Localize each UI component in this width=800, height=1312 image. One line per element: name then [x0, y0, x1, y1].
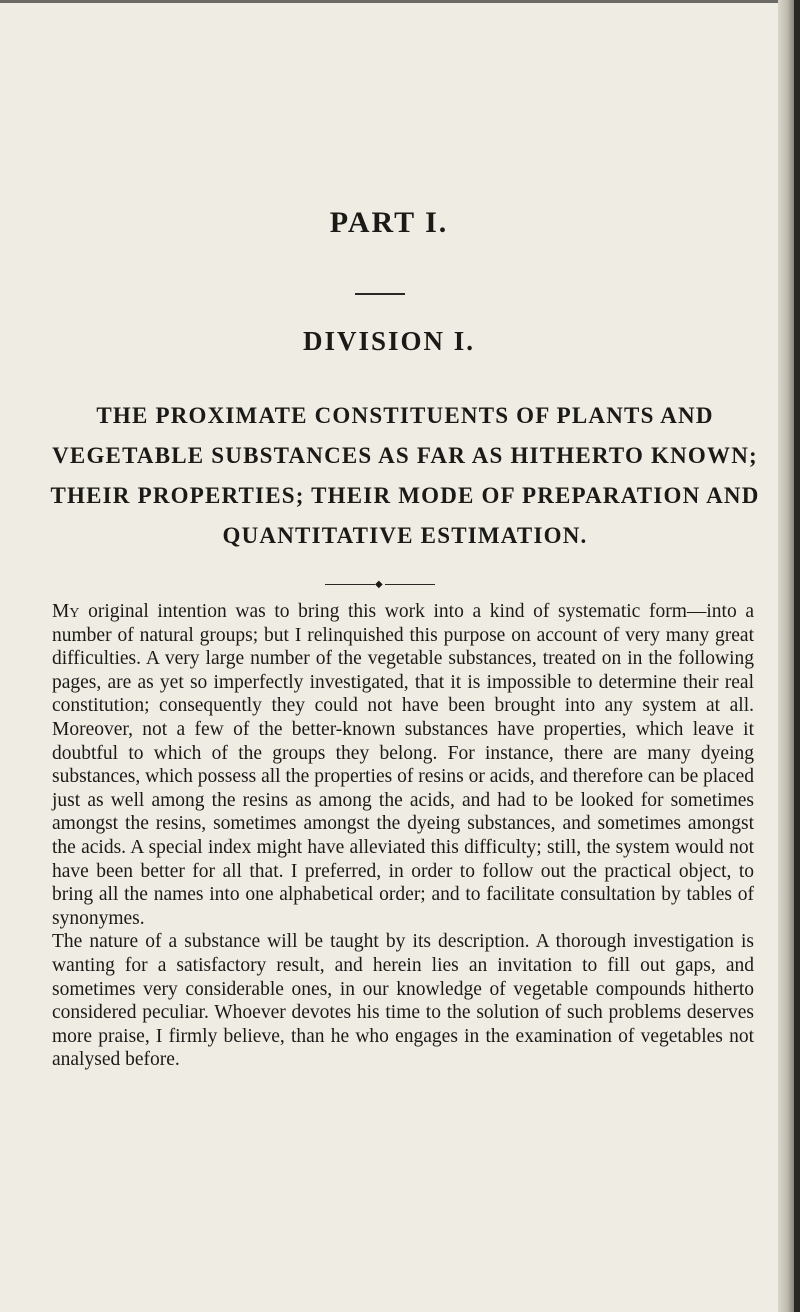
- body-text: [52, 600, 754, 1072]
- top-edge-rule: [0, 0, 780, 3]
- short-rule-divider: [355, 293, 405, 295]
- ornamental-divider: [325, 580, 435, 590]
- part-title: PART I.: [329, 206, 449, 239]
- paragraph-1-lead: My: [52, 601, 80, 622]
- division-title: DIVISION I.: [302, 326, 476, 356]
- paragraph-1-text: original intention was to bring this work into a kind of systematic form—into a number of natural groups; but I relinquished this purpose on account of very many great difficulties. A very large number of the vegetable substances, treated on in the following pages, are as yet so imperfectly investigated, that it is impossible to determine their real constitution; consequently they could not have been brought into any system at all. Moreover, not a few of the better-known substances have properties, which leave it doubtful to which of the groups they belong. For instance, there are many dyeing substances, which possess all the properties of resins or acids, and therefore can be placed just as well among the resins as among the acids, and had to be looked for sometimes amongst the resins, sometimes amongst the dyeing substances, and sometimes amongst the acids. A special index might have alleviated this difficulty; still, the system would not have been better for all that. I preferred, in order to follow out the practical object, to bring all the names into one alphabetical order; and to facilitate consultation by tables of synonymes.: [52, 601, 754, 929]
- page-edge-dark: [794, 0, 800, 1312]
- paragraph-2: The nature of a substance will be taught by its description. A thorough investigation is wanting for a satisfactory result, and herein lies an invitation to fill out gaps, and sometimes very considerable ones, in our knowledge of vegetable compounds hitherto considered peculiar. Whoever devotes his time to the solution of such problems deserves more praise, I firmly believe, than he who engages in the examination of vegetables not analysed before.: [52, 931, 754, 1071]
- diamond-icon: ◆: [375, 579, 383, 590]
- paragraph-1: [52, 600, 754, 930]
- section-heading: THE PROXIMATE CONSTITUENTS OF PLANTS AND VEGETABLE SUBSTANCES AS FAR AS HITHERTO KNOWN; THEIR PROPERTIES; THEIR MODE OF PREPARATION AND QUANTITATIVE ESTIMATION.: [50, 403, 760, 548]
